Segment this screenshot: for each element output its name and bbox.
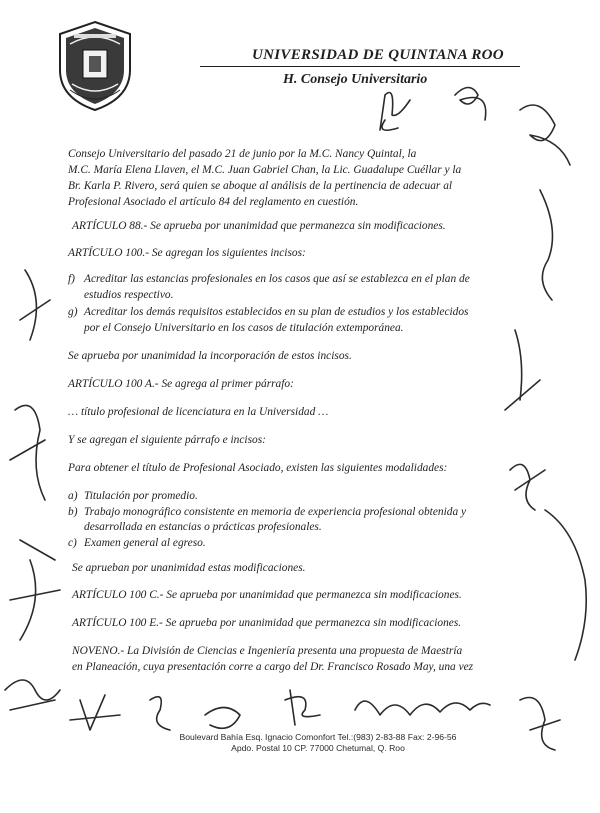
list-text: Acreditar las estancias profesionales en los casos que así se establezca en el plan de [84,273,470,285]
list-text: estudios respectivo. [84,289,174,301]
article-100: ARTÍCULO 100.- Se agregan los siguientes incisos: [68,247,306,259]
list-marker: f) [68,273,75,285]
intro-line: M.C. María Elena Llaven, el M.C. Juan Gabriel Chan, la Lic. Guadalupe Cuéllar y la [68,164,462,176]
list-marker: c) [68,537,77,549]
intro-line: Profesional Asociado el artículo 84 del reglamento en cuestión. [68,196,359,208]
approve-incisos: Se aprueba por unanimidad la incorporación de estos incisos. [68,350,352,362]
intro-line: Br. Karla P. Rivero, será quien se aboque al análisis de la pertinencia de adecuar al [68,180,453,192]
council-name: H. Consejo Universitario [283,72,428,87]
list-text: Trabajo monográfico consistente en memoria de experiencia profesional obtenida y [84,506,467,518]
article-100-a: ARTÍCULO 100 A.- Se agrega al primer párrafo: [68,378,294,390]
noveno-line: NOVENO.- La División de Ciencias e Ingeniería presenta una propuesta de Maestría [72,645,463,657]
footer-line: Apdo. Postal 10 CP. 77000 Chetumal, Q. Roo [231,743,405,753]
modalidades-intro: Para obtener el título de Profesional Asociado, existen las siguientes modalidades: [68,462,448,474]
footer-line: Boulevard Bahía Esq. Ignacio Comonfort Tel.:(983) 2-83-88 Fax: 2-96-56 [179,732,457,742]
list-text: Titulación por promedio. [84,490,198,502]
intro-line: Consejo Universitario del pasado 21 de junio por la M.C. Nancy Quintal, la [68,148,417,160]
university-name: UNIVERSIDAD DE QUINTANA ROO [252,47,504,63]
titulo-line: … título profesional de licenciatura en la Universidad … [68,406,329,418]
approve-modifications: Se aprueban por unanimidad estas modificaciones. [72,562,306,574]
list-marker: b) [68,506,78,518]
article-100-c: ARTÍCULO 100 C.- Se aprueba por unanimidad que permanezca sin modificaciones. [72,589,462,601]
footer-address [118,732,518,754]
list-text: Examen general al egreso. [84,537,206,549]
noveno-line: en Planeación, cuya presentación corre a cargo del Dr. Francisco Rosado May, una vez [72,661,474,673]
list-text: desarrollada en estancias o prácticas profesionales. [84,521,322,533]
list-marker: a) [68,490,78,502]
add-paragraph: Y se agregan el siguiente párrafo e incisos: [68,434,266,446]
article-100-e: ARTÍCULO 100 E.- Se aprueba por unanimidad que permanezca sin modificaciones. [72,617,462,629]
list-text: Acreditar los demás requisitos establecidos en su plan de estudios y los establecidos [84,306,469,318]
list-text: por el Consejo Universitario en los casos de titulación extemporánea. [84,322,404,334]
list-marker: g) [68,306,78,318]
article-88: ARTÍCULO 88.- Se aprueba por unanimidad que permanezca sin modificaciones. [72,220,446,232]
